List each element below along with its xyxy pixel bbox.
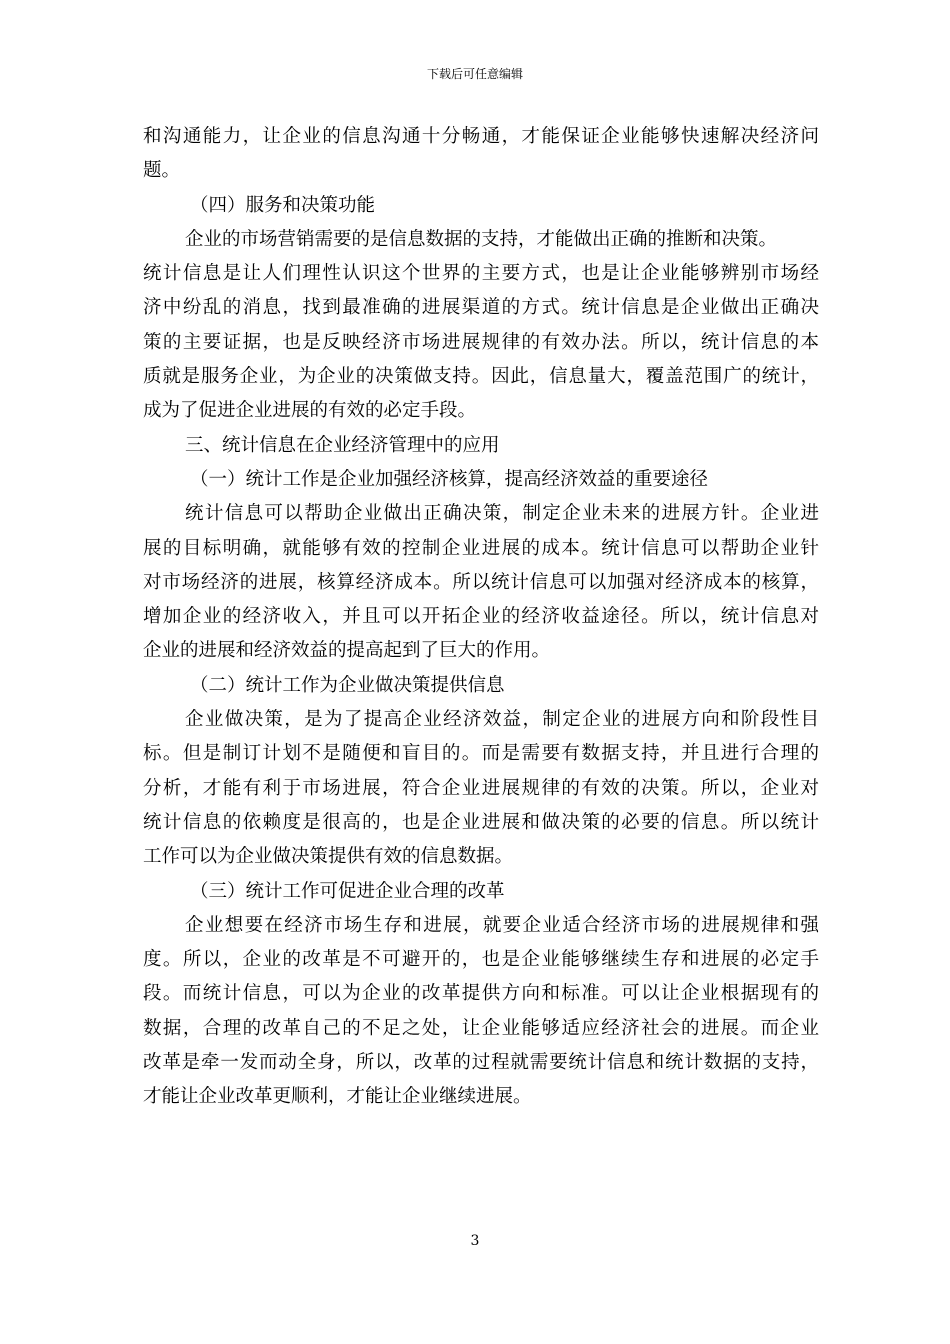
section-heading-line: （一）统计工作是企业加强经济核算，提高经济效益的重要途径 [190,468,709,490]
body-text-line: 改革是牵一发而动全身，所以，改革的过程就需要统计信息和统计数据的支持， [143,1052,819,1074]
body-text-line: 成为了促进企业进展的有效的必定手段。 [143,400,477,422]
section-heading-line: （二）统计工作为企业做决策提供信息 [190,674,505,696]
body-text-line: 统计信息的依赖度是很高的，也是企业进展和做决策的必要的信息。所以统计 [143,811,819,833]
page-header: 下载后可任意编辑 [426,67,523,81]
body-text-line: 增加企业的经济收入，并且可以开拓企业的经济收益途径。所以，统计信息对 [143,606,819,628]
body-text-line: 度。所以，企业的改革是不可避开的，也是企业能够继续生存和进展的必定手 [143,949,819,971]
body-text-line: 分析，才能有利于市场进展，符合企业进展规律的有效的决策。所以，企业对 [143,777,819,799]
body-text-line: 统计信息可以帮助企业做出正确决策，制定企业未来的进展方针。企业进 [185,503,819,525]
body-text-line: 段。而统计信息，可以为企业的改革提供方向和标准。可以让企业根据现有的 [143,983,819,1005]
section-heading-line: （四）服务和决策功能 [190,194,376,216]
body-text-line: 济中纷乱的消息，找到最准确的进展渠道的方式。统计信息是企业做出正确决 [143,297,819,319]
body-text-line: 企业做决策，是为了提高企业经济效益，制定企业的进展方向和阶段性目 [185,709,819,731]
body-text-line: 三、统计信息在企业经济管理中的应用 [185,434,500,456]
body-text-line: 才能让企业改革更顺利，才能让企业继续进展。 [143,1086,532,1108]
section-heading-line: （三）统计工作可促进企业合理的改革 [190,880,505,902]
body-text-line: 策的主要证据，也是反映经济市场进展规律的有效办法。所以，统计信息的本 [143,331,819,353]
page-number: 3 [470,1233,480,1249]
document-body [143,120,819,1115]
body-text-line: 工作可以为企业做决策提供有效的信息数据。 [143,846,514,868]
body-text-line: 展的目标明确，就能够有效的控制企业进展的成本。统计信息可以帮助企业针 [143,537,819,559]
body-text-line: 数据，合理的改革自己的不足之处，让企业能够适应经济社会的进展。而企业 [143,1017,819,1039]
body-text-line: 企业想要在经济市场生存和进展，就要企业适合经济市场的进展规律和强 [185,914,819,936]
body-text-line: 标。但是制订计划不是随便和盲目的。而是需要有数据支持，并且进行合理的 [143,743,819,765]
body-text-line: 题。 [143,160,181,182]
body-text-line: 统计信息是让人们理性认识这个世界的主要方式，也是让企业能够辨别市场经 [143,263,819,285]
body-text-line: 企业的进展和经济效益的提高起到了巨大的作用。 [143,640,551,662]
body-text-line: 和沟通能力，让企业的信息沟通十分畅通，才能保证企业能够快速解决经济问 [143,126,819,147]
body-text-line: 企业的市场营销需要的是信息数据的支持，才能做出正确的推断和决策。 [185,228,778,250]
body-text-line: 质就是服务企业，为企业的决策做支持。因此，信息量大，覆盖范围广的统计， [143,366,819,388]
body-text-line: 对市场经济的进展，核算经济成本。所以统计信息可以加强对经济成本的核算， [143,571,819,593]
